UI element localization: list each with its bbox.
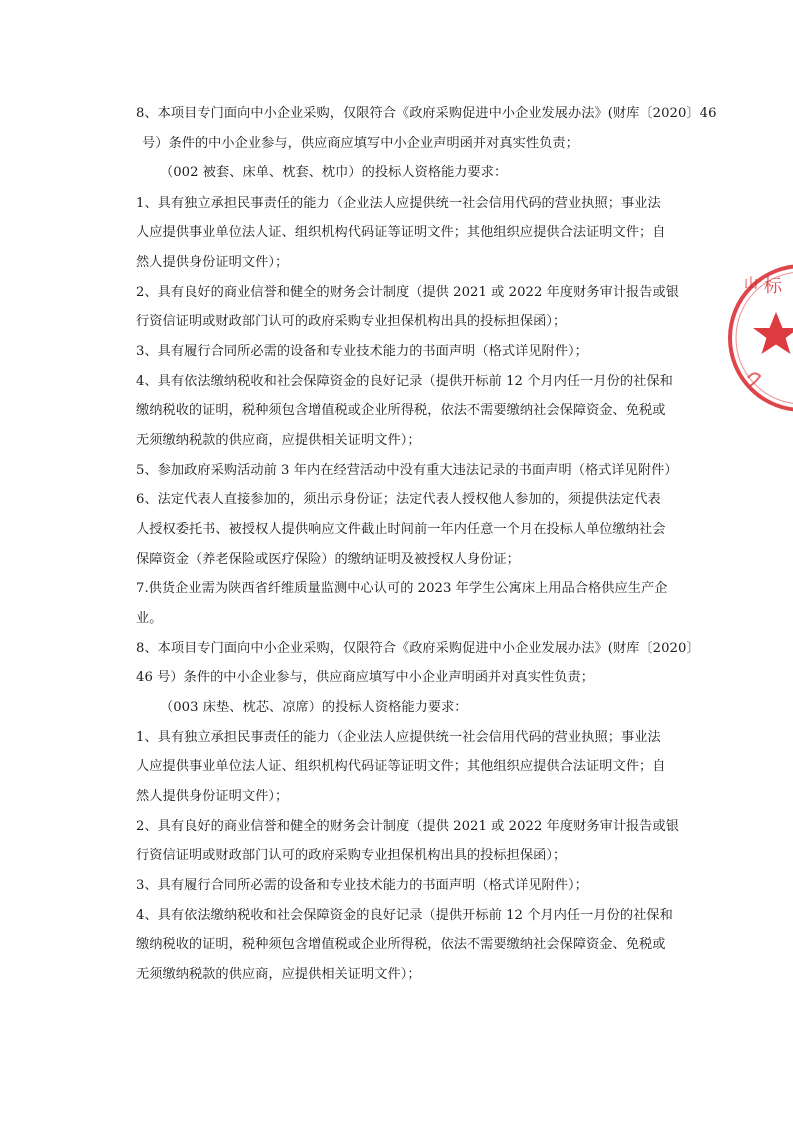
text-line: 2、具有良好的商业信誉和健全的财务会计制度（提供 2021 或 2022 年度财务审计报告或银 — [136, 285, 680, 300]
text-line: 缴纳税收的证明，税种须包含增值税或企业所得税，依法不需要缴纳社会保障资金、免税或 — [136, 403, 666, 418]
text-line: 7.供货企业需为陕西省纤维质量监测中心认可的 2023 年学生公寓床上用品合格供应生产企 — [136, 581, 668, 596]
text-line: 2、具有良好的商业信誉和健全的财务会计制度（提供 2021 或 2022 年度财务审计报告或银 — [136, 819, 680, 834]
text-line: 号）条件的中小企业参与，供应商应填写中小企业声明函并对真实性负责； — [142, 136, 579, 151]
seal-text: 标 — [764, 276, 782, 297]
text-line: 3、具有履行合同所必需的设备和专业技术能力的书面声明（格式详见附件）； — [136, 344, 588, 359]
text-line: 然人提供身份证明文件）； — [136, 789, 289, 804]
official-seal-stamp — [736, 258, 793, 418]
text-line: 人应提供事业单位法人证、组织机构代码证等证明文件；其他组织应提供合法证明文件；自 — [136, 225, 666, 240]
text-line: 5、参加政府采购活动前 3 年内在经营活动中没有重大违法记录的书面声明（格式详见附件） — [136, 463, 678, 478]
text-line: 8、本项目专门面向中小企业采购，仅限符合《政府采购促进中小企业发展办法》(财库〔2020〕 — [136, 641, 700, 656]
text-line: 人应提供事业单位法人证、组织机构代码证等证明文件；其他组织应提供合法证明文件；自 — [136, 759, 666, 774]
seal-text-fragment: 山 — [744, 276, 758, 292]
seal-star — [753, 312, 793, 354]
text-line: 然人提供身份证明文件）； — [136, 255, 289, 270]
text-line: 缴纳税收的证明，税种须包含增值税或企业所得税，依法不需要缴纳社会保障资金、免税或 — [136, 937, 666, 952]
text-line: 无须缴纳税款的供应商，应提供相关证明文件）； — [136, 433, 421, 448]
text-line: 1、具有独立承担民事责任的能力（企业法人应提供统一社会信用代码的营业执照；事业法 — [136, 196, 661, 211]
text-line: 3、具有履行合同所必需的设备和专业技术能力的书面声明（格式详见附件）； — [136, 878, 588, 893]
text-line: 1、具有独立承担民事责任的能力（企业法人应提供统一社会信用代码的营业执照；事业法 — [136, 730, 661, 745]
text-line: 46 号）条件的中小企业参与，供应商应填写中小企业声明函并对真实性负责； — [136, 670, 594, 685]
text-line: 4、具有依法缴纳税收和社会保障资金的良好记录（提供开标前 12 个月内任一月份的社保和 — [136, 908, 673, 923]
text-line: 业。 — [136, 611, 163, 626]
text-line: 保障资金（养老保险或医疗保险）的缴纳证明及被授权人身份证； — [136, 552, 520, 567]
text-line: （003 床垫、枕芯、凉席）的投标人资格能力要求： — [160, 700, 468, 715]
text-line: （002 被套、床单、枕套、枕巾）的投标人资格能力要求： — [160, 165, 508, 180]
text-line: 行资信证明或财政部门认可的政府采购专业担保机构出具的投标担保函）； — [136, 314, 567, 329]
text-line: 8、本项目专门面向中小企业采购，仅限符合《政府采购促进中小企业发展办法》(财库〔2020〕46 — [136, 106, 717, 121]
text-line: 行资信证明或财政部门认可的政府采购专业担保机构出具的投标担保函）； — [136, 848, 567, 863]
text-line: 无须缴纳税款的供应商，应提供相关证明文件）； — [136, 967, 421, 982]
seal-mark — [748, 373, 760, 386]
text-line: 人授权委托书、被授权人提供响应文件截止时间前一年内任意一个月在投标人单位缴纳社会 — [136, 522, 666, 537]
text-line: 6、法定代表人直接参加的，须出示身份证；法定代表人授权他人参加的，须提供法定代表 — [136, 492, 661, 507]
text-line: 4、具有依法缴纳税收和社会保障资金的良好记录（提供开标前 12 个月内任一月份的社保和 — [136, 374, 673, 389]
